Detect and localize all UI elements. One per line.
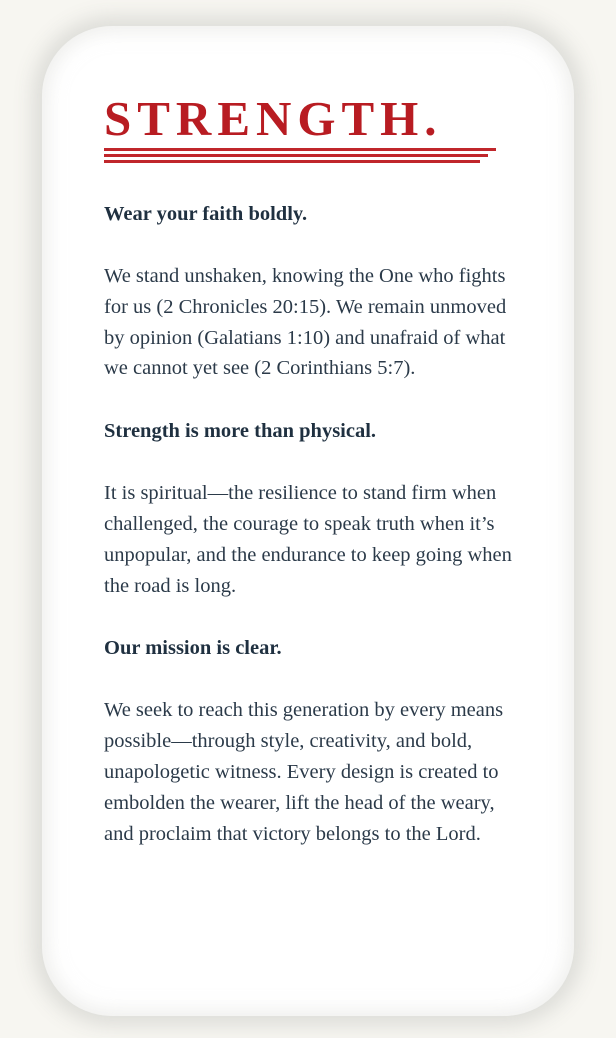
section-heading-strength: Strength is more than physical.: [104, 420, 377, 443]
section-heading-mission: Our mission is clear.: [104, 637, 282, 660]
underline-rule-2: [104, 154, 488, 157]
section-body-faith: We stand unshaken, knowing the One who fights for us (2 Chronicles 20:15). We remain unmoved by opinion (Galatians 1:10) and unafraid of what we cannot yet see (2 Corinthians 5:7).: [104, 265, 507, 380]
underline-rule-3: [104, 160, 480, 163]
section-body-mission: We seek to reach this generation by every means possible—through style, creativity, and bold, unapologetic witness. Every design is created to embolden the wearer, lift the head of the weary, and proclaim that victory belongs to the Lord.: [104, 699, 504, 845]
page-title: STRENGTH.: [104, 91, 443, 146]
title-underline: [104, 146, 496, 164]
section-heading-faith: Wear your faith boldly.: [104, 203, 308, 225]
card-content: [104, 90, 524, 849]
underline-rule-1: [104, 148, 496, 151]
section-body-strength: It is spiritual—the resilience to stand firm when challenged, the courage to speak truth when it’s unpopular, and the endurance to keep going when the road is long.: [104, 482, 512, 597]
